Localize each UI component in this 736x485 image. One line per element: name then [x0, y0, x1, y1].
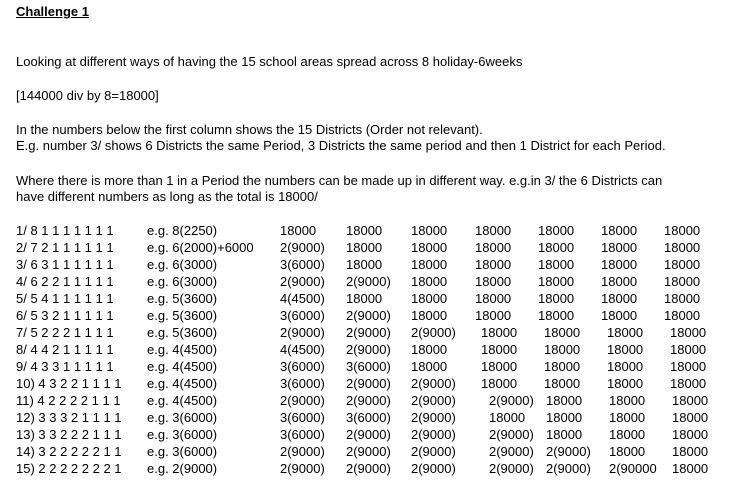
period-value: 2(9000) — [411, 376, 456, 391]
row-example: e.g. 6(3000) — [147, 274, 218, 289]
row-example: e.g. 6(2000)+6000 — [147, 240, 254, 255]
calculation-text: [144000 div by 8=18000] — [16, 88, 159, 103]
table-row — [16, 443, 731, 460]
where-line-1: Where there is more than 1 in a Period the numbers can be made up in different way. e.g.in 3/ the 6 Districts can — [16, 173, 663, 188]
period-value: 18000 — [607, 376, 644, 391]
period-value: 2(9000) — [546, 444, 591, 459]
period-value: 2(9000) — [346, 325, 391, 340]
row-label: 11) 4 2 2 2 2 1 1 1 — [16, 393, 121, 408]
period-value: 18000 — [411, 257, 448, 272]
period-value: 2(9000) — [280, 461, 325, 476]
period-value: 2(9000) — [546, 461, 591, 476]
period-value: 18000 — [481, 325, 518, 340]
table-row — [16, 273, 731, 290]
period-value: 18000 — [664, 308, 701, 323]
page-title: Challenge 1 — [16, 4, 89, 19]
row-example: e.g. 2(9000) — [147, 461, 218, 476]
period-value: 4(4500) — [280, 291, 325, 306]
period-value: 18000 — [609, 444, 646, 459]
period-value: 2(9000) — [346, 427, 391, 442]
period-value: 18000 — [481, 342, 518, 357]
period-value: 2(9000) — [411, 444, 456, 459]
row-label: 5/ 5 4 1 1 1 1 1 1 — [16, 291, 114, 306]
table-row — [16, 307, 731, 324]
period-value: 3(6000) — [280, 427, 325, 442]
row-example: e.g. 5(3600) — [147, 308, 218, 323]
period-value: 2(9000) — [411, 325, 456, 340]
period-value: 18000 — [489, 410, 526, 425]
period-value: 3(6000) — [280, 376, 325, 391]
period-value: 18000 — [411, 240, 448, 255]
row-label: 10) 4 3 2 2 1 1 1 1 — [16, 376, 122, 391]
period-value: 18000 — [538, 257, 575, 272]
table-row — [16, 426, 731, 443]
table-row — [16, 222, 731, 239]
combinations-table — [16, 222, 731, 477]
period-value: 18000 — [664, 291, 701, 306]
period-value: 18000 — [346, 223, 383, 238]
period-value: 18000 — [546, 393, 583, 408]
row-example: e.g. 4(4500) — [147, 359, 218, 374]
period-value: 18000 — [346, 257, 383, 272]
period-value: 18000 — [481, 376, 518, 391]
period-value: 18000 — [546, 427, 583, 442]
period-value: 18000 — [411, 359, 448, 374]
period-value: 2(9000) — [411, 410, 456, 425]
period-value: 2(9000) — [346, 444, 391, 459]
period-value: 2(9000) — [346, 308, 391, 323]
period-value: 18000 — [672, 427, 709, 442]
period-value: 18000 — [672, 461, 709, 476]
period-value: 18000 — [609, 393, 646, 408]
period-value: 4(4500) — [280, 342, 325, 357]
row-label: 2/ 7 2 1 1 1 1 1 1 — [16, 240, 114, 255]
period-value: 2(9000) — [346, 376, 391, 391]
period-value: 18000 — [538, 223, 575, 238]
period-value: 2(9000) — [280, 240, 325, 255]
note-line-1: In the numbers below the first column shows the 15 Districts (Order not relevant). — [16, 122, 483, 137]
period-value: 18000 — [664, 274, 701, 289]
period-value: 2(9000) — [280, 444, 325, 459]
period-value: 2(9000) — [411, 461, 456, 476]
table-row — [16, 341, 731, 358]
period-value: 18000 — [601, 274, 638, 289]
period-value: 18000 — [601, 308, 638, 323]
row-label: 12) 3 3 3 2 1 1 1 1 — [16, 410, 122, 425]
period-value: 18000 — [609, 410, 646, 425]
period-value: 18000 — [607, 342, 644, 357]
period-value: 2(9000) — [346, 342, 391, 357]
period-value: 2(9000) — [346, 393, 391, 408]
row-label: 7/ 5 2 2 2 1 1 1 1 — [16, 325, 114, 340]
period-value: 18000 — [601, 240, 638, 255]
period-value: 2(9000) — [489, 444, 534, 459]
row-label: 15) 2 2 2 2 2 2 2 1 — [16, 461, 122, 476]
table-row — [16, 375, 731, 392]
period-value: 18000 — [411, 223, 448, 238]
period-value: 18000 — [672, 444, 709, 459]
period-value: 2(9000) — [489, 427, 534, 442]
table-row — [16, 460, 731, 477]
period-value: 18000 — [601, 291, 638, 306]
period-value: 18000 — [670, 359, 707, 374]
where-line-2: have different numbers as long as the total is 18000/ — [16, 189, 318, 204]
period-value: 18000 — [601, 257, 638, 272]
row-example: e.g. 6(3000) — [147, 257, 218, 272]
period-value: 18000 — [411, 342, 448, 357]
period-value: 18000 — [664, 223, 701, 238]
period-value: 2(9000) — [280, 325, 325, 340]
period-value: 18000 — [475, 308, 512, 323]
table-row — [16, 409, 731, 426]
row-example: e.g. 3(6000) — [147, 410, 218, 425]
row-example: e.g. 4(4500) — [147, 376, 218, 391]
table-row — [16, 256, 731, 273]
period-value: 18000 — [544, 359, 581, 374]
period-value: 2(90000 — [609, 461, 657, 476]
period-value: 18000 — [670, 342, 707, 357]
period-value: 18000 — [544, 376, 581, 391]
table-row — [16, 239, 731, 256]
period-value: 18000 — [607, 325, 644, 340]
row-example: e.g. 5(3600) — [147, 325, 218, 340]
period-value: 3(6000) — [346, 359, 391, 374]
period-value: 18000 — [538, 291, 575, 306]
period-value: 2(9000) — [280, 274, 325, 289]
period-value: 18000 — [481, 359, 518, 374]
period-value: 18000 — [475, 223, 512, 238]
row-example: e.g. 3(6000) — [147, 444, 218, 459]
period-value: 18000 — [280, 223, 317, 238]
period-value: 18000 — [475, 274, 512, 289]
row-label: 9/ 4 3 3 1 1 1 1 1 — [16, 359, 114, 374]
intro-text: Looking at different ways of having the 15 school areas spread across 8 holiday-6weeks — [16, 54, 523, 69]
row-example: e.g. 3(6000) — [147, 427, 218, 442]
period-value: 18000 — [601, 223, 638, 238]
period-value: 18000 — [411, 274, 448, 289]
period-value: 2(9000) — [411, 427, 456, 442]
period-value: 2(9000) — [346, 274, 391, 289]
table-row — [16, 324, 731, 341]
period-value: 18000 — [475, 291, 512, 306]
row-example: e.g. 8(2250) — [147, 223, 218, 238]
row-label: 8/ 4 4 2 1 1 1 1 1 — [16, 342, 114, 357]
period-value: 2(9000) — [489, 461, 534, 476]
period-value: 18000 — [672, 410, 709, 425]
period-value: 2(9000) — [280, 393, 325, 408]
period-value: 2(9000) — [489, 393, 534, 408]
period-value: 18000 — [411, 308, 448, 323]
period-value: 18000 — [670, 376, 707, 391]
row-label: 13) 3 3 2 2 2 1 1 1 — [16, 427, 122, 442]
period-value: 18000 — [607, 359, 644, 374]
period-value: 18000 — [544, 342, 581, 357]
period-value: 3(6000) — [280, 308, 325, 323]
period-value: 18000 — [538, 274, 575, 289]
period-value: 18000 — [670, 325, 707, 340]
table-row — [16, 290, 731, 307]
row-label: 3/ 6 3 1 1 1 1 1 1 — [16, 257, 114, 272]
row-label: 14) 3 2 2 2 2 2 1 1 — [16, 444, 122, 459]
period-value: 18000 — [664, 257, 701, 272]
period-value: 18000 — [609, 427, 646, 442]
period-value: 18000 — [346, 240, 383, 255]
row-label: 1/ 8 1 1 1 1 1 1 1 — [16, 223, 114, 238]
period-value: 18000 — [411, 291, 448, 306]
row-example: e.g. 4(4500) — [147, 393, 218, 408]
row-example: e.g. 4(4500) — [147, 342, 218, 357]
table-row — [16, 358, 731, 375]
period-value: 18000 — [672, 393, 709, 408]
period-value: 18000 — [546, 410, 583, 425]
period-value: 18000 — [475, 240, 512, 255]
row-label: 6/ 5 3 2 1 1 1 1 1 — [16, 308, 114, 323]
period-value: 18000 — [475, 257, 512, 272]
period-value: 2(9000) — [346, 461, 391, 476]
period-value: 2(9000) — [411, 393, 456, 408]
period-value: 3(6000) — [280, 257, 325, 272]
period-value: 3(6000) — [280, 410, 325, 425]
period-value: 18000 — [544, 325, 581, 340]
period-value: 18000 — [346, 291, 383, 306]
table-row — [16, 392, 731, 409]
period-value: 18000 — [538, 240, 575, 255]
note-line-2: E.g. number 3/ shows 6 Districts the same Period, 3 Districts the same period and then 1 District for each Period. — [16, 138, 666, 153]
period-value: 3(6000) — [280, 359, 325, 374]
period-value: 18000 — [664, 240, 701, 255]
row-label: 4/ 6 2 2 1 1 1 1 1 — [16, 274, 114, 289]
period-value: 3(6000) — [346, 410, 391, 425]
row-example: e.g. 5(3600) — [147, 291, 218, 306]
period-value: 18000 — [538, 308, 575, 323]
